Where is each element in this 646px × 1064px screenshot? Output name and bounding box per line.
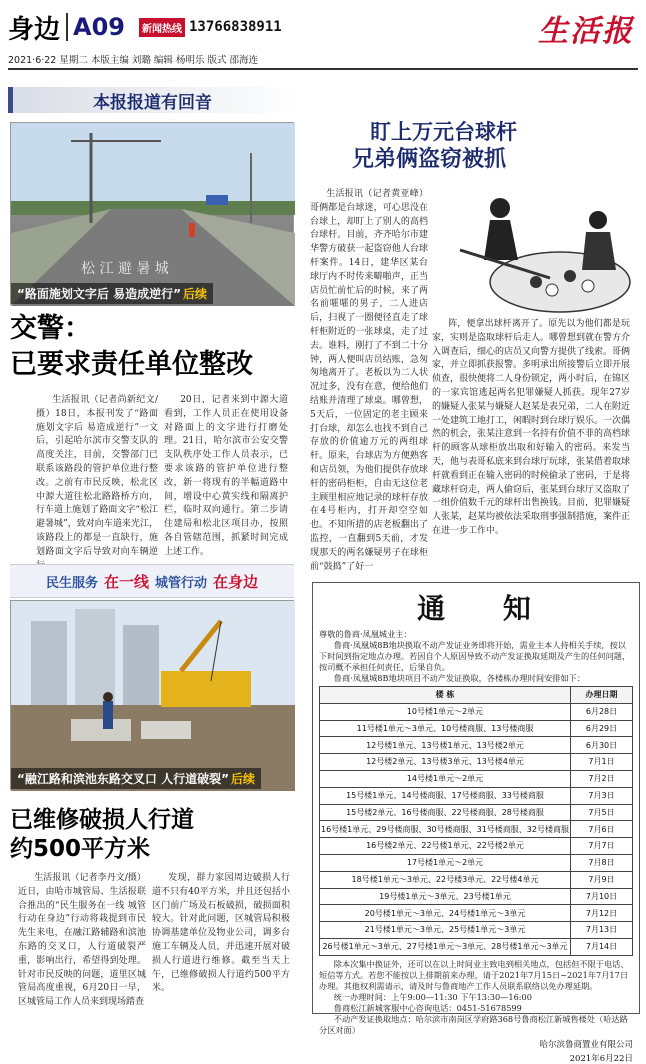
- notice-location: 不动产发证换取地点：哈尔滨市南岗区学府路368号鲁商松江新城售楼处（哈达路分区对面）: [319, 1013, 628, 1035]
- row-building: 15号楼2单元、16号楼商服、22号楼商服、28号楼商服: [320, 804, 571, 821]
- crane-photo: [10, 600, 294, 790]
- row-building: 26号楼1单元～3单元、27号楼1单元～3单元、28号楼1单元～3单元: [320, 938, 571, 955]
- row-building: 14号楼1单元～2单元: [320, 770, 571, 787]
- notice-para-3: 除本次集中换证外，还可以在以上时间业主致电到相关地点，包括但不限于电话、短信等方式。若您不能按以上排期前来办理，请于2021年7月15日~2021年7月17日办理。其他权利需请示，请及时与鲁商地产工作人员联系联络以免办理延期。: [319, 958, 629, 991]
- row-date: 6月29日: [571, 720, 633, 737]
- notice-date: 2021年6月22日: [569, 1053, 633, 1064]
- table-row: [320, 804, 633, 821]
- table-row: [320, 754, 633, 771]
- schedule-table: [319, 686, 633, 956]
- table-row: [320, 720, 633, 737]
- follow-banner-text: 本报报道有回音: [93, 92, 212, 113]
- table-row: [320, 905, 633, 922]
- article-1-body-a: 生活报讯（记者尚新纪文/摄）18日，本报刊发了“路面施划文字后 易造成逆行”一文后，引起哈尔滨市交警支队的高度关注，目前，交警部门已联系该路段的管护单位进行整改。之前有市民反映，松北区中源大道往松北路路桥方向，行车道上施划了路面文字“松江避暑城”，致对向车道来光江，该路段上的都是一直缺行，施划路面文字后导致对向车辆逆: [36, 395, 158, 557]
- article-2-body-b: 发现，群力家园周边破损人行道不只有40平方米，并且还包括小区门前广场及石板破损，破损面积较大。针对此问题，区城管局积极协调基建单位及物业公司，调多台施工车辆及人员，并迅速开展对破损人行道进行维修。截至当天上午，已维修破损人行道约500平方米。: [152, 873, 290, 994]
- row-building: 16号楼1单元、29号楼商服、30号楼商服、31号楼商服、32号楼商服: [320, 821, 571, 838]
- table-row: [320, 787, 633, 804]
- photo-caption-2-tag: 后续: [230, 772, 255, 786]
- headline-1-line-2: 已要求责任单位整改: [10, 349, 253, 380]
- table-row: [320, 737, 633, 754]
- feature-title-line-2: 兄弟俩盗窃被抓: [352, 146, 507, 172]
- schedule-header-building: 楼 栋: [320, 687, 571, 704]
- photo-caption-2: [11, 768, 261, 789]
- row-date: 7月14日: [571, 938, 633, 955]
- billiards-illustration: [440, 190, 632, 318]
- row-date: 6月30日: [571, 737, 633, 754]
- slogan-part-1: 民生服务: [45, 575, 98, 591]
- article-2-body-a: 生活报讯（记者李丹文/摄）近日，由哈市城管局、生活报联合推出的“民生服务在一线 城管行动在身边”行动将栽提到市民先生来电，在融江路辅路和滨池东路的交叉口，人行道破裂严重，影响出行，希望得到处理。针对市民反映的问题，道里区城管局高度重视，6月20日一早，区城管局工作人员来到现场踏查: [18, 873, 146, 1008]
- section-name: 身边: [8, 14, 61, 45]
- issue-info: 2021·6·22 星期二 本版主编 刘璐 编辑 杨明乐 版式 邵海连: [8, 52, 638, 70]
- notice-hours: 统一办理时间：上午9:00—11:30 下午13:30—16:00: [333, 991, 532, 1002]
- table-row: [320, 703, 633, 720]
- row-date: 7月7日: [571, 838, 633, 855]
- hotline: [139, 18, 282, 37]
- notice-para-1: 鲁商·凤凰城8B地块换取不动产发证业务即将开始，需业主本人持相关手续，按以下时间到指定地点办理。若因自个人原因导致不动产发证换取延期及产生的任何问题，按司概不承担任何责任，后果自负。: [319, 640, 631, 672]
- road-scene-illustration: [11, 123, 295, 306]
- svg-text:松 江 避 暑 城: 松 江 避 暑 城: [81, 261, 169, 277]
- follow-banner: [8, 87, 300, 113]
- row-date: 7月9日: [571, 871, 633, 888]
- table-row: [320, 922, 633, 939]
- row-date: 7月12日: [571, 905, 633, 922]
- notice-signature: 哈尔滨鲁商置业有限公司: [539, 1039, 633, 1050]
- notice-box: [312, 582, 640, 1064]
- row-building: 12号楼2单元、13号楼3单元、13号楼4单元: [320, 754, 571, 771]
- row-building: 11号楼1单元～3单元、10号楼商服、13号楼商服: [320, 720, 571, 737]
- road-photo: [10, 122, 294, 305]
- notice-title: 通 知: [417, 592, 555, 625]
- row-date: 6月28日: [571, 703, 633, 720]
- notice-para-2: 鲁商·凤凰城8B地块项目不动产发证换取，各楼栋办理时间安排如下：: [333, 673, 586, 683]
- notice-salutation: 尊敬的鲁商·凤凰城业主：: [319, 629, 412, 639]
- photo-caption-text: “路面施划文字后 易造成逆行”: [17, 287, 181, 301]
- feature-body-a: 生活报讯（记者黄亚峰）哥俩都是台球迷，可心思没在台球上，却盯上了别人的高档台球杆。目前，齐齐哈尔市建华警方破获一起盗窃他人台球杆案件。14日，建华区某台球厅内不时传来噼啪声，正当店员忙前忙后的时候，来了两名前嚯嚯的男子，二人进店后，扫视了一圈便径直走了球杆柜附近的一张球桌，走了过去。谁料，刚打了不到二十分钟，两人便叫店员结账，急匆匆地离开了。老板以为二人状况过多，没有在意，便给他们结账并清理了球桌。哪曾想，5天后，一位固定的老主顾来打台球，却怎么也找不到自己存放的价值逾万元的两组球杆。原来，台球店为方便熟客和店员领，为他们提供存放球杆的密码柜柜，自由无这位老主顾里相应地记录的球杆存放在4号柜内，打开却空空如也。不知所措的店老板翻出了监控，一直翻到5天前，才发现那天的两名嫌疑男子在球柜前“鼓捣”了好一: [310, 189, 428, 572]
- notice-phone: 鲁商松江新城客服中心咨询电话：0451-51678599: [333, 1002, 522, 1013]
- row-building: 10号楼1单元～2单元: [320, 703, 571, 720]
- photo-caption: [11, 283, 213, 304]
- row-building: 15号楼1单元、14号楼商服、17号楼商服、33号楼商服: [320, 787, 571, 804]
- table-row: [320, 770, 633, 787]
- headline-2-line-1: 已维修破损人行道: [10, 807, 194, 833]
- row-date: 7月5日: [571, 804, 633, 821]
- repair-scene-illustration: [11, 601, 295, 791]
- hotline-number: 13766838911: [189, 19, 282, 35]
- table-row: [320, 871, 633, 888]
- headline-2-line-2: 约500平方米: [10, 836, 151, 862]
- brand-logo: 生活报: [538, 14, 634, 49]
- feature-body-b: 阵，便拿出球杆离开了。原先以为他们都是玩家，实则是盗取球杆后走人。哪曾想到就在警方介入调查后，细心的店员又向警方提供了线索。哥俩家，并立即抓获报警。多明承出所接警后立即开展侦查，很快便将二人身份锁定，两小时后，在锦区的一家宾馆逃起两名犯罪嫌疑人抓获。现年27岁的嫌疑人张某与嫌疑人赵某是表兄弟，二人在附近一处建筑工地打工，闲暇时到台球厅娱乐。一次偶然的机会，张某注意到一名持有价值不菲的高档球杆的顾客从球柜放出取和好输入的密码。来发当天，他与表哥私底来到台球厅玩球，张某借着取球杆就看到正在输入密码的时候偷录了密码，于是将藏球杆窃走，两人偷窃后，张某到台球厅又盗取了一组价值数千元的球杆出售换钱。目前，犯罪嫌疑人张某，赵某均被依法采取刑事强制措施，案件正在进一步工作中。: [432, 319, 631, 536]
- row-building: 12号楼1单元、13号楼1单元、13号楼2单元: [320, 737, 571, 754]
- row-date: 7月8日: [571, 854, 633, 871]
- schedule-header-date: 办理日期: [571, 687, 633, 704]
- row-date: 7月10日: [571, 888, 633, 905]
- row-building: 17号楼1单元～2单元: [320, 854, 571, 871]
- row-building: 21号楼1单元～3单元、25号楼1单元～3单元: [320, 922, 571, 939]
- row-date: 7月6日: [571, 821, 633, 838]
- headline-1-line-1: 交警：: [10, 313, 91, 344]
- row-building: 20号楼1单元～3单元、24号楼1单元～3单元: [320, 905, 571, 922]
- row-date: 7月13日: [571, 922, 633, 939]
- table-row: [320, 838, 633, 855]
- row-building: 19号楼1单元～3单元、23号楼1单元: [320, 888, 571, 905]
- row-date: 7月1日: [571, 754, 633, 771]
- table-row: [320, 888, 633, 905]
- page-number: A09: [66, 13, 125, 41]
- row-date: 7月3日: [571, 787, 633, 804]
- photo-caption-tag: 后续: [182, 287, 207, 301]
- table-row: [320, 821, 633, 838]
- table-row: [320, 938, 633, 955]
- masthead: [8, 6, 282, 48]
- table-row: [320, 854, 633, 871]
- feature-title-line-1: 盯上万元台球杆: [370, 119, 517, 144]
- campaign-slogan: [10, 564, 294, 598]
- row-building: 16号楼2单元、22号楼1单元、22号楼2单元: [320, 838, 571, 855]
- article-1-body-b: 20日，记者来到中源大道看到，工作人员正在使用设备对路面上的文字进行打磨处理。21日，哈尔滨市公安交警支队秩序处工作人员表示，已要求该路的管护单位进行整改，新一将现有的半幅道路中间，增设中心黄实线和隔离护栏，临时双向通行。第二步请住建局和松北区项目办，按照各自管辖范围，抓紧时间完成上述工作。: [164, 395, 288, 557]
- row-building: 18号楼1单元～3单元、22号楼3单元、22号楼4单元: [320, 871, 571, 888]
- slogan-part-2: 在一线: [103, 572, 149, 591]
- slogan-part-3: 城管行动: [155, 575, 208, 591]
- slogan-part-4: 在身边: [213, 572, 259, 591]
- photo-caption-2-text: “融江路和滨池东路交叉口 人行道破裂”: [17, 772, 229, 786]
- hotline-label: 新闻热线: [139, 18, 185, 37]
- row-date: 7月2日: [571, 770, 633, 787]
